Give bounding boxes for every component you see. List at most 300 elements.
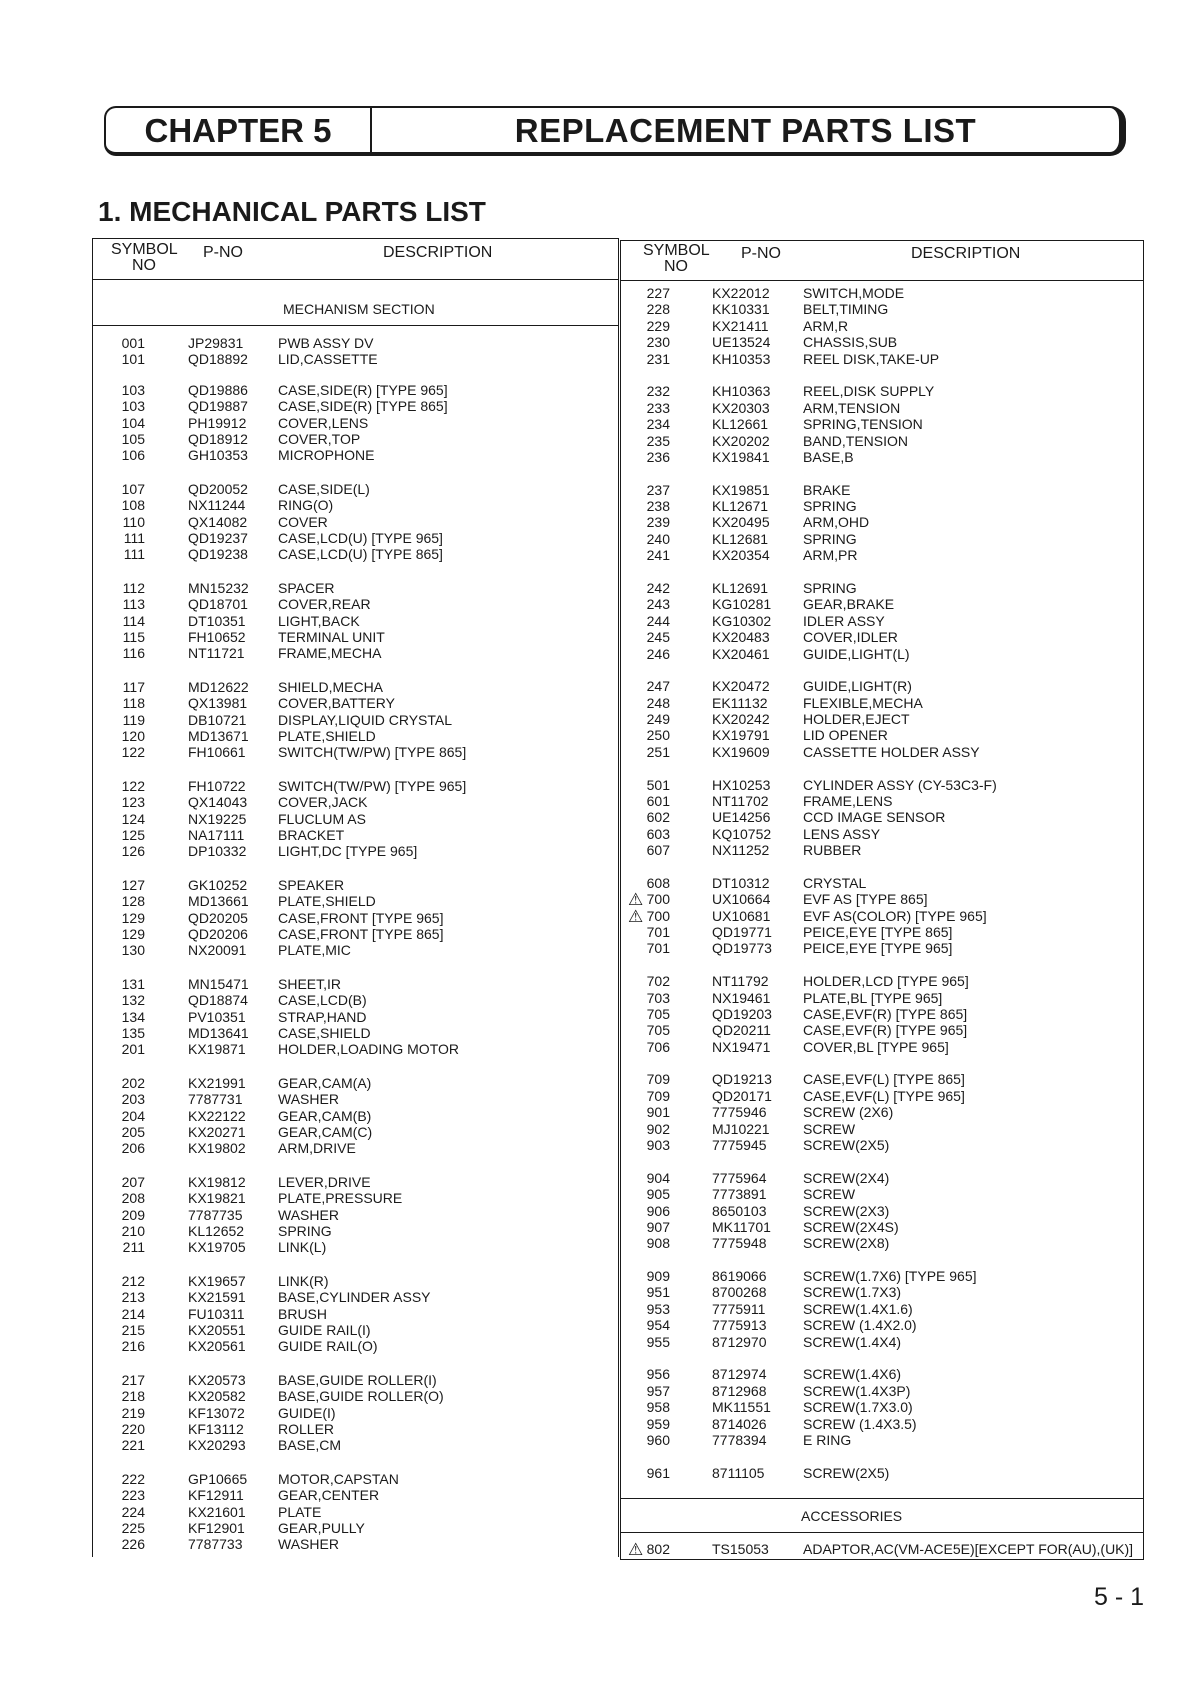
table-row: [621, 1219, 1143, 1236]
table-row: [621, 433, 1143, 450]
symbol-no: 601: [646, 792, 670, 809]
part-number: QD18874: [188, 992, 248, 1009]
description: SCREW(2X4S): [803, 1218, 899, 1235]
table-row: [621, 285, 1143, 302]
table-row: [621, 908, 1143, 925]
symbol-no: 247: [646, 678, 670, 695]
symbol-no: 700: [646, 891, 670, 908]
symbol-no: 107: [121, 480, 145, 497]
description: SCREW(1.7X6) [TYPE 965]: [803, 1268, 977, 1284]
description: SCREW(2X4): [803, 1169, 890, 1186]
description: COVER,IDLER: [803, 629, 898, 646]
symbol-no: 220: [121, 1421, 145, 1437]
description: ARM,TENSION: [803, 399, 901, 416]
symbol-no: 205: [121, 1124, 145, 1140]
symbol-no: 951: [646, 1284, 670, 1301]
symbol-no: 960: [646, 1431, 670, 1448]
table-row: [621, 842, 1143, 859]
description: FRAME,LENS: [803, 792, 893, 809]
part-number: QD20052: [188, 480, 248, 497]
symbol-header: SYMBOL NO: [643, 242, 710, 275]
description: SCREW(1.4X6): [803, 1366, 902, 1383]
description: PLATE,SHIELD: [278, 893, 376, 910]
table-row: [93, 1536, 618, 1553]
description: SWITCH(TW/PW) [TYPE 965]: [278, 777, 467, 794]
symbol-no: 236: [646, 448, 670, 465]
table-row: [621, 629, 1143, 646]
table-row: [621, 744, 1143, 761]
symbol-no: 204: [121, 1107, 145, 1124]
table-row: [93, 1421, 618, 1438]
symbol-no: 208: [121, 1190, 145, 1207]
accessories-divider-bottom: [621, 1532, 1143, 1533]
description: PLATE,PRESSURE: [278, 1190, 403, 1207]
description: BASE,B: [803, 448, 854, 465]
description: GEAR,CAM(A): [278, 1074, 372, 1091]
part-number: QX13981: [188, 695, 248, 712]
description: BASE,GUIDE ROLLER(I): [278, 1371, 437, 1388]
symbol-no: 218: [121, 1388, 145, 1405]
part-number: KX19609: [712, 743, 770, 760]
part-number: KX19705: [188, 1239, 246, 1256]
table-row: [621, 1186, 1143, 1203]
table-row: [93, 1520, 618, 1537]
description: PLATE,MIC: [278, 942, 351, 959]
part-number: 7778394: [712, 1431, 767, 1448]
part-number: 8714026: [712, 1415, 767, 1432]
table-row: [621, 1301, 1143, 1318]
part-number: DP10332: [188, 843, 247, 860]
chapter-label: CHAPTER 5: [106, 108, 372, 152]
symbol-no: 603: [646, 825, 670, 842]
warning-icon: ⚠: [628, 906, 644, 926]
part-number: KX20551: [188, 1322, 246, 1338]
part-number: KL12652: [188, 1223, 245, 1239]
symbol-no: 235: [646, 432, 670, 449]
symbol-no: 134: [121, 1008, 145, 1025]
symbol-no: 961: [646, 1464, 670, 1481]
part-number: 7787731: [188, 1091, 243, 1108]
description: COVER,BATTERY: [278, 695, 395, 712]
symbol-no: 229: [646, 317, 670, 334]
part-number: KX19657: [188, 1272, 246, 1289]
table-row: [621, 596, 1143, 613]
description: LEVER,DRIVE: [278, 1173, 371, 1190]
table-row: [621, 580, 1143, 597]
table-row: [93, 744, 618, 761]
part-number: KX20303: [712, 399, 770, 416]
table-row: [621, 1317, 1143, 1334]
symbol-header: SYMBOL NO: [111, 241, 178, 274]
table-row: [621, 646, 1143, 663]
symbol-no: 214: [121, 1305, 145, 1322]
description: IDLER ASSY: [803, 612, 885, 629]
warning-icon: ⚠: [628, 1540, 644, 1559]
table-row: [621, 1170, 1143, 1187]
description: GUIDE,LIGHT(R): [803, 678, 912, 695]
description: LIGHT,DC [TYPE 965]: [278, 843, 418, 860]
symbol-no: 956: [646, 1366, 670, 1383]
description: EVF AS(COLOR) [TYPE 965]: [803, 907, 987, 924]
table-row: [621, 711, 1143, 728]
part-number: TS15053: [712, 1541, 769, 1557]
table-row: [621, 1022, 1143, 1039]
description: SCREW(2X5): [803, 1464, 890, 1481]
description: BASE,CM: [278, 1437, 342, 1454]
symbol-no: 248: [646, 694, 670, 711]
description: LID OPENER: [803, 727, 888, 744]
description: FLUCLUM AS: [278, 810, 366, 827]
symbol-no: 250: [646, 727, 670, 744]
description: ADAPTOR,AC(VM-ACE5E)[EXCEPT FOR(AU),(UK)]: [803, 1541, 1134, 1557]
description: SCREW (1.4X3.5): [803, 1415, 917, 1432]
table-row: [93, 613, 618, 630]
description: CASE,LCD(U) [TYPE 965]: [278, 530, 443, 546]
part-number: QD19773: [712, 940, 772, 957]
part-number: KX21991: [188, 1074, 246, 1091]
left-parts-table: [92, 238, 619, 1557]
part-number: 7787735: [188, 1206, 243, 1223]
part-number: KF12911: [188, 1487, 244, 1504]
symbol-no: 130: [121, 942, 145, 959]
symbol-no: 219: [121, 1404, 145, 1421]
description: ARM,DRIVE: [278, 1140, 356, 1157]
table-row: [93, 778, 618, 795]
symbol-no: 119: [122, 711, 145, 728]
part-number: 7775945: [712, 1137, 767, 1153]
table-row: [93, 811, 618, 828]
description: HOLDER,LCD [TYPE 965]: [803, 973, 969, 990]
symbol-no: 238: [646, 498, 670, 514]
part-number: HX10253: [712, 776, 771, 793]
description: CASE,SHIELD: [278, 1025, 371, 1041]
symbol-no: 908: [646, 1235, 670, 1252]
symbol-no: 958: [646, 1399, 670, 1416]
description: EVF AS [TYPE 865]: [803, 891, 928, 908]
symbol-no: 108: [121, 497, 145, 514]
part-number: PV10351: [188, 1008, 246, 1025]
table-row: [93, 398, 618, 415]
table-row: [93, 827, 618, 844]
part-number: MN15232: [188, 579, 249, 596]
part-number: MK11701: [712, 1218, 771, 1235]
page-number: 5 - 1: [1093, 1583, 1144, 1611]
table-row: [621, 1284, 1143, 1301]
description: HOLDER,EJECT: [803, 711, 910, 727]
symbol-no: 222: [121, 1470, 145, 1487]
description: LINK(R): [278, 1272, 329, 1289]
part-number: KL12671: [712, 498, 769, 514]
part-number: QD18912: [188, 431, 248, 447]
part-number: KG10281: [712, 596, 772, 613]
table-row: [621, 482, 1143, 499]
symbol-no: 103: [121, 398, 145, 415]
part-number: UX10664: [712, 891, 771, 908]
description: COVER,REAR: [278, 596, 371, 613]
description: WASHER: [278, 1536, 339, 1553]
table-row: [621, 826, 1143, 843]
table-row: [93, 1223, 618, 1240]
table-row: [93, 1504, 618, 1521]
description: CASE,EVF(R) [TYPE 865]: [803, 1005, 968, 1022]
description: SCREW(2X3): [803, 1202, 890, 1219]
description: CASE,EVF(L) [TYPE 965]: [803, 1087, 965, 1104]
table-row: [621, 334, 1143, 351]
part-number: KF12901: [188, 1520, 245, 1536]
part-number: NA17111: [188, 827, 245, 843]
table-row: [621, 547, 1143, 564]
part-number: NT11702: [712, 792, 769, 809]
symbol-no: 802: [646, 1541, 670, 1557]
table-row: [93, 546, 618, 563]
description: SCREW(2X8): [803, 1235, 890, 1252]
part-number: 7775911: [712, 1300, 766, 1317]
symbol-no: 228: [646, 301, 670, 318]
description: CASE,FRONT [TYPE 965]: [278, 909, 444, 926]
description: HOLDER,LOADING MOTOR: [278, 1041, 459, 1058]
table-row: [93, 843, 618, 860]
part-number: EK11132: [712, 694, 768, 711]
description: CYLINDER ASSY (CY-53C3-F): [803, 776, 997, 793]
part-number: MN15471: [188, 975, 249, 992]
table-row: [93, 1124, 618, 1141]
part-number: QX14043: [188, 794, 248, 811]
description: LINK(L): [278, 1239, 327, 1256]
description: CCD IMAGE SENSOR: [803, 809, 946, 826]
symbol-no: 110: [122, 513, 145, 530]
part-number: MD12622: [188, 678, 249, 695]
table-row: [93, 1041, 618, 1058]
table-row: [621, 1088, 1143, 1105]
part-number: KX21591: [188, 1289, 246, 1306]
symbol-no: 118: [122, 695, 145, 712]
part-number: MK11551: [712, 1399, 771, 1416]
table-row: [93, 497, 618, 514]
description: REEL,DISK SUPPLY: [803, 383, 935, 400]
table-row: [93, 679, 618, 696]
description: BELT,TIMING: [803, 301, 889, 318]
description: BRAKE: [803, 481, 851, 498]
part-number: KX20354: [712, 547, 770, 564]
table-row: [621, 531, 1143, 548]
symbol-no: 123: [121, 794, 145, 811]
description: COVER,LENS: [278, 414, 369, 431]
description: E RING: [803, 1431, 852, 1448]
table-row: [93, 1075, 618, 1092]
description: LIGHT,BACK: [278, 612, 360, 629]
part-number: MD13671: [188, 728, 249, 744]
part-number: QD19237: [188, 530, 248, 546]
description: SCREW(1.4X3P): [803, 1382, 911, 1399]
symbol-no: 955: [646, 1333, 670, 1350]
symbol-no: 243: [646, 596, 670, 613]
symbol-no: 705: [646, 1005, 670, 1022]
table-row: [93, 926, 618, 943]
table-row: [621, 1203, 1143, 1220]
symbol-no: 206: [121, 1140, 145, 1157]
table-row: [93, 1306, 618, 1323]
symbol-no: 602: [646, 809, 670, 826]
symbol-no: 120: [121, 728, 145, 744]
part-number: KX20461: [712, 645, 770, 662]
part-number: QX14082: [188, 513, 248, 530]
warning-icon: ⚠: [628, 890, 644, 910]
symbol-no: 210: [121, 1223, 145, 1239]
symbol-no: 903: [646, 1137, 670, 1153]
symbol-no: 957: [646, 1382, 670, 1399]
symbol-no: 201: [121, 1041, 145, 1058]
part-number: KX20573: [188, 1371, 246, 1388]
right-parts-table: [620, 240, 1144, 1560]
symbol-no: 608: [646, 874, 670, 891]
table-row: [621, 1137, 1143, 1154]
table-row: [621, 1235, 1143, 1252]
symbol-no: 904: [646, 1169, 670, 1186]
part-number: NX20091: [188, 942, 247, 959]
table-row: [621, 678, 1143, 695]
part-number: 7787733: [188, 1536, 243, 1553]
symbol-no: 128: [121, 893, 145, 910]
symbol-no: 104: [121, 414, 145, 431]
table-row: [621, 351, 1143, 368]
table-row: [621, 1399, 1143, 1416]
section-title: 1. MECHANICAL PARTS LIST: [98, 196, 486, 227]
symbol-no: 101: [121, 351, 145, 368]
part-number: QD19771: [712, 924, 772, 940]
part-number: KX20472: [712, 678, 770, 695]
symbol-no: 122: [121, 744, 145, 761]
description: TERMINAL UNIT: [278, 629, 385, 645]
description: GUIDE,LIGHT(L): [803, 645, 910, 662]
table-row: [621, 793, 1143, 810]
part-number: QD20211: [712, 1022, 771, 1039]
accessories-label: ACCESSORIES: [801, 1508, 903, 1524]
pno-header: P-NO: [203, 244, 243, 261]
part-number: KX20483: [712, 629, 770, 646]
part-number: NX19461: [712, 989, 771, 1006]
symbol-no: 242: [646, 579, 670, 596]
table-row: [621, 514, 1143, 531]
table-row: [93, 1174, 618, 1191]
symbol-no: 114: [122, 612, 145, 629]
symbol-no: 106: [121, 447, 145, 464]
table-row: [93, 1338, 618, 1355]
description: CASE,EVF(L) [TYPE 865]: [803, 1071, 965, 1088]
part-number: KX19791: [712, 727, 770, 744]
table-row: [93, 1239, 618, 1256]
table-row: [93, 645, 618, 662]
part-number: KQ10752: [712, 825, 772, 842]
table-row: [93, 728, 618, 745]
part-number: KX20202: [712, 432, 770, 449]
table-row: [93, 415, 618, 432]
table-row: [621, 613, 1143, 630]
symbol-no: 211: [122, 1239, 145, 1256]
description: SCREW(1.7X3.0): [803, 1399, 913, 1416]
description: SWITCH,MODE: [803, 285, 905, 301]
symbol-no: 111: [123, 530, 145, 546]
symbol-no: 122: [121, 777, 145, 794]
part-number: QD18701: [188, 596, 248, 613]
description: SCREW (1.4X2.0): [803, 1317, 917, 1334]
table-row: [93, 1322, 618, 1339]
table-row: [621, 1121, 1143, 1138]
description: FLEXIBLE,MECHA: [803, 694, 923, 711]
table-header: [621, 241, 1143, 281]
description: GUIDE(I): [278, 1404, 336, 1421]
table-row: [93, 1289, 618, 1306]
part-number: KX19821: [188, 1190, 246, 1207]
part-number: KH10353: [712, 350, 771, 367]
description: CASSETTE HOLDER ASSY: [803, 743, 980, 760]
table-row: [621, 1268, 1143, 1285]
part-number: KX19841: [712, 448, 770, 465]
table-row: [93, 629, 618, 646]
table-row: [93, 530, 618, 547]
symbol-no: 246: [646, 645, 670, 662]
part-number: 8712968: [712, 1382, 767, 1399]
symbol-no: 224: [121, 1503, 145, 1520]
description: SCREW (2X6): [803, 1104, 894, 1121]
symbol-no: 212: [121, 1272, 145, 1289]
symbol-no: 135: [121, 1025, 145, 1041]
table-row: [93, 481, 618, 498]
part-number: 8712974: [712, 1366, 767, 1383]
table-row: [93, 351, 618, 368]
part-number: DB10721: [188, 711, 247, 728]
part-number: MD13641: [188, 1025, 249, 1041]
description-header: DESCRIPTION: [383, 244, 493, 261]
table-row: [93, 910, 618, 927]
symbol-no: 223: [121, 1487, 145, 1504]
symbol-no: 207: [121, 1173, 145, 1190]
part-number: QD19238: [188, 546, 248, 563]
part-number: KF13112: [188, 1421, 244, 1437]
part-number: KX19851: [712, 481, 770, 498]
table-row: [621, 695, 1143, 712]
symbol-no: 129: [121, 909, 145, 926]
table-row: [621, 1383, 1143, 1400]
table-row: [93, 712, 618, 729]
description: GEAR,CENTER: [278, 1487, 380, 1504]
part-number: KX20582: [188, 1388, 246, 1405]
description: GUIDE RAIL(O): [278, 1338, 378, 1355]
symbol-no: 115: [122, 629, 145, 645]
table-row: [93, 877, 618, 894]
symbol-no: 127: [121, 876, 145, 893]
description: CHASSIS,SUB: [803, 334, 898, 351]
description: CASE,SIDE(R) [TYPE 865]: [278, 398, 448, 415]
description: SPEAKER: [278, 876, 345, 893]
part-number: KF13072: [188, 1404, 245, 1421]
part-number: QD20205: [188, 909, 248, 926]
symbol-no: 249: [646, 711, 670, 727]
description: ROLLER: [278, 1421, 335, 1437]
table-row: [621, 1006, 1143, 1023]
table-row: [93, 1487, 618, 1504]
mechanism-section-label: MECHANISM SECTION: [283, 301, 435, 317]
part-number: KH10363: [712, 383, 771, 400]
part-number: KX22012: [712, 285, 770, 301]
symbol-no: 216: [121, 1338, 145, 1355]
table-row: [93, 335, 618, 352]
symbol-no: 905: [646, 1186, 670, 1203]
part-number: DT10351: [188, 612, 246, 629]
table-row: [621, 940, 1143, 957]
table-row: [621, 891, 1143, 908]
part-number: KK10331: [712, 301, 770, 318]
symbol-no: 244: [646, 612, 670, 629]
